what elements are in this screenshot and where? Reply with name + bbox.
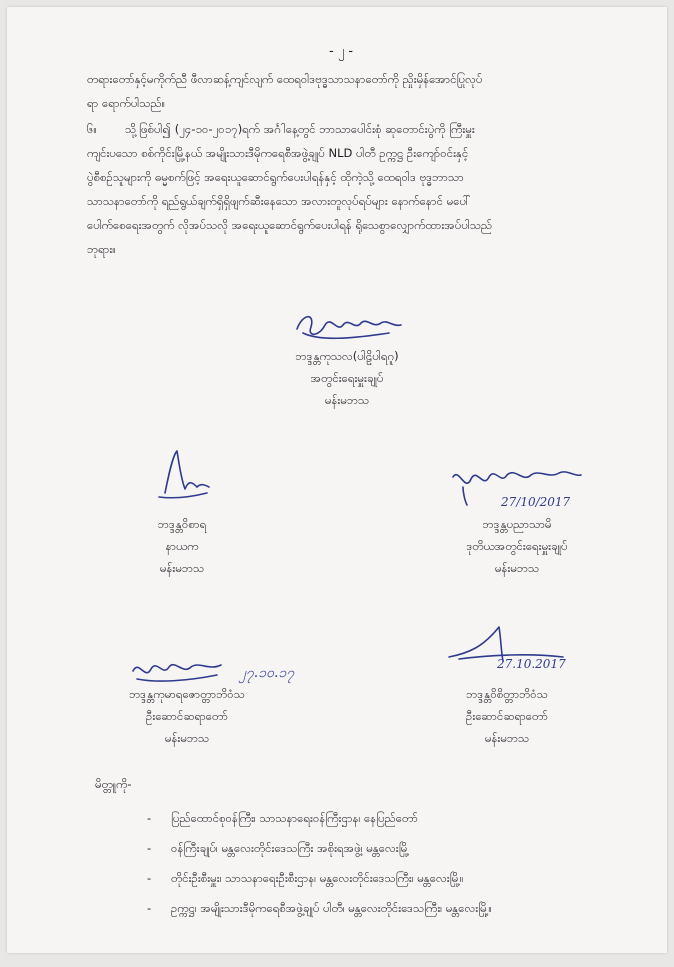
signature-chair (289, 307, 409, 347)
paragraph-line: သာသနာတော်ကို ရည်ရွယ်ချက်ရှိရှိဖျက်ဆီးနေသော အလားတူလုပ်ရပ်များ နောက်နောင် မပေါ် (87, 194, 472, 208)
signatory-name: ဘဒ္ဒန္တပညာသာမိ (482, 517, 552, 531)
signatory-name: ဘဒ္ဒန္တကုသလ(ပါဠိပါရဂူ) (295, 349, 399, 363)
list-item: - တိုင်းဦးစီးမှူး၊ သာသနာရေးဦးစီးဌာန၊ မန္တလေးတိုင်းဒေသကြီး၊ မန္တလေးမြို့။ (147, 863, 627, 893)
signatory-title: ဒုတိယအတွင်းရေးမှူးချုပ် (466, 539, 568, 553)
copy-to-list (147, 803, 627, 923)
signatory-name: ဘဒ္ဒန္တကုမာရဇောတ္တာဘိဝံသ (129, 687, 245, 701)
signature-patron (145, 443, 215, 503)
list-dash: - (147, 841, 152, 855)
signatory-patron (107, 513, 257, 579)
signatory-title: ဦးဆောင်ဆရာတော် (146, 709, 228, 723)
signatory-org: မန်းမဘသ (164, 731, 210, 745)
paragraph-line: ပေါက်စေရေးအတွက် လိုအပ်သလို အရေးယူဆောင်ရွက်ပေးပါရန် ရိုသေစွာလျှောက်ထားအပ်ပါသည် (87, 218, 493, 232)
signatory-org: မန်းမဘသ (159, 561, 205, 575)
signatory-lead-teacher-left (97, 683, 277, 749)
signatory-name: ဘဒ္ဒန္တဝိစိတ္တာဘိဝံသ (466, 687, 548, 701)
list-item: - ဝန်ကြီးချုပ်၊ မန္တလေးတိုင်းဒေသကြီး အစိုးရအဖွဲ့၊ မန္တလေးမြို့ (147, 833, 627, 863)
signatory-title: ဦးဆောင်ဆရာတော် (466, 709, 548, 723)
signatory-name: ဘဒ္ဒန္တဝိစာရ (157, 517, 207, 531)
list-dash: - (147, 901, 152, 915)
handwritten-date: ၂၇.၁၀.၁၇ (239, 665, 295, 681)
signatory-lead-teacher-right (417, 683, 597, 749)
list-dash: - (147, 811, 152, 825)
letter-page (7, 7, 667, 953)
signature-lead-teacher-left (127, 655, 227, 685)
handwritten-date: 27/10/2017 (501, 495, 571, 509)
paragraph-6 (87, 117, 627, 261)
signatory-org: မန်းမဘသ (494, 561, 540, 575)
page-number: - ၂ - (329, 44, 354, 59)
list-item: - ဥက္ကဋ္ဌ၊ အမျိုးသားဒီမိုကရေစီအဖွဲ့ချုပ် ပါတီ၊ မန္တလေးတိုင်းဒေသကြီး၊ မန္တလေးမြို့။ (147, 893, 627, 923)
paragraph-line: တရားတော်နှင့်မကိုက်ညီ ဖီလာဆန့်ကျင်လျက် ထေရဝါဒဗုဒ္ဓသာသနာတော်ကို ညှိုးမှိန်အောင်ပြုလုပ် (87, 72, 483, 86)
signatory-deputy-secretary (427, 513, 607, 579)
paragraph-line: ၆။ သို့ဖြစ်ပါ၍ (၂၄-၁၀-၂၀၁၇)ရက် အင်္ဂါနေ့တွင် ဘာသာပေါင်းစုံ ဆုတောင်းပွဲကို ကြီးမှူး (87, 117, 627, 141)
paragraph-line: ပွဲစီစဉ်သူများကို ဓမ္မစက်ဖြင့် အရေးယူဆောင်ရွက်ပေးပါရန်နှင့် ထိုကဲ့သို့ ထေရဝါဒ ဗုဒ္ဓဘာသာ (87, 170, 464, 184)
paragraph-continuation (87, 67, 627, 115)
signatory-org: မန်းမဘသ (484, 731, 530, 745)
paragraph-line: ကျင်းပသော စစ်ကိုင်းမြို့နယ် အမျိုးသားဒီမိုကရေစီအဖွဲ့ချုပ် NLD ပါတီ ဥက္ကဋ္ဌ ဦးကျော်ဝင်းနှင့် (87, 146, 469, 160)
signatory-org: မန်းမဘသ (324, 393, 370, 407)
signatory-title: အတွင်းရေးမှူးချုပ် (310, 371, 384, 385)
paragraph-line: ဘုရား။ (87, 242, 116, 256)
copy-to-heading: မိတ္တူကို- (95, 777, 132, 791)
handwritten-date: 27.10.2017 (497, 657, 566, 671)
list-dash: - (147, 871, 152, 885)
paragraph-number: ၆။ (87, 122, 97, 136)
signatory-chair (257, 345, 437, 411)
paragraph-line: ရာ ရောက်ပါသည်။ (87, 96, 166, 110)
list-item: - ပြည်ထောင်စုဝန်ကြီး၊ သာသနာရေးဝန်ကြီးဌာန၊ နေပြည်တော် (147, 803, 627, 833)
signatory-title: နာယက (165, 539, 199, 553)
